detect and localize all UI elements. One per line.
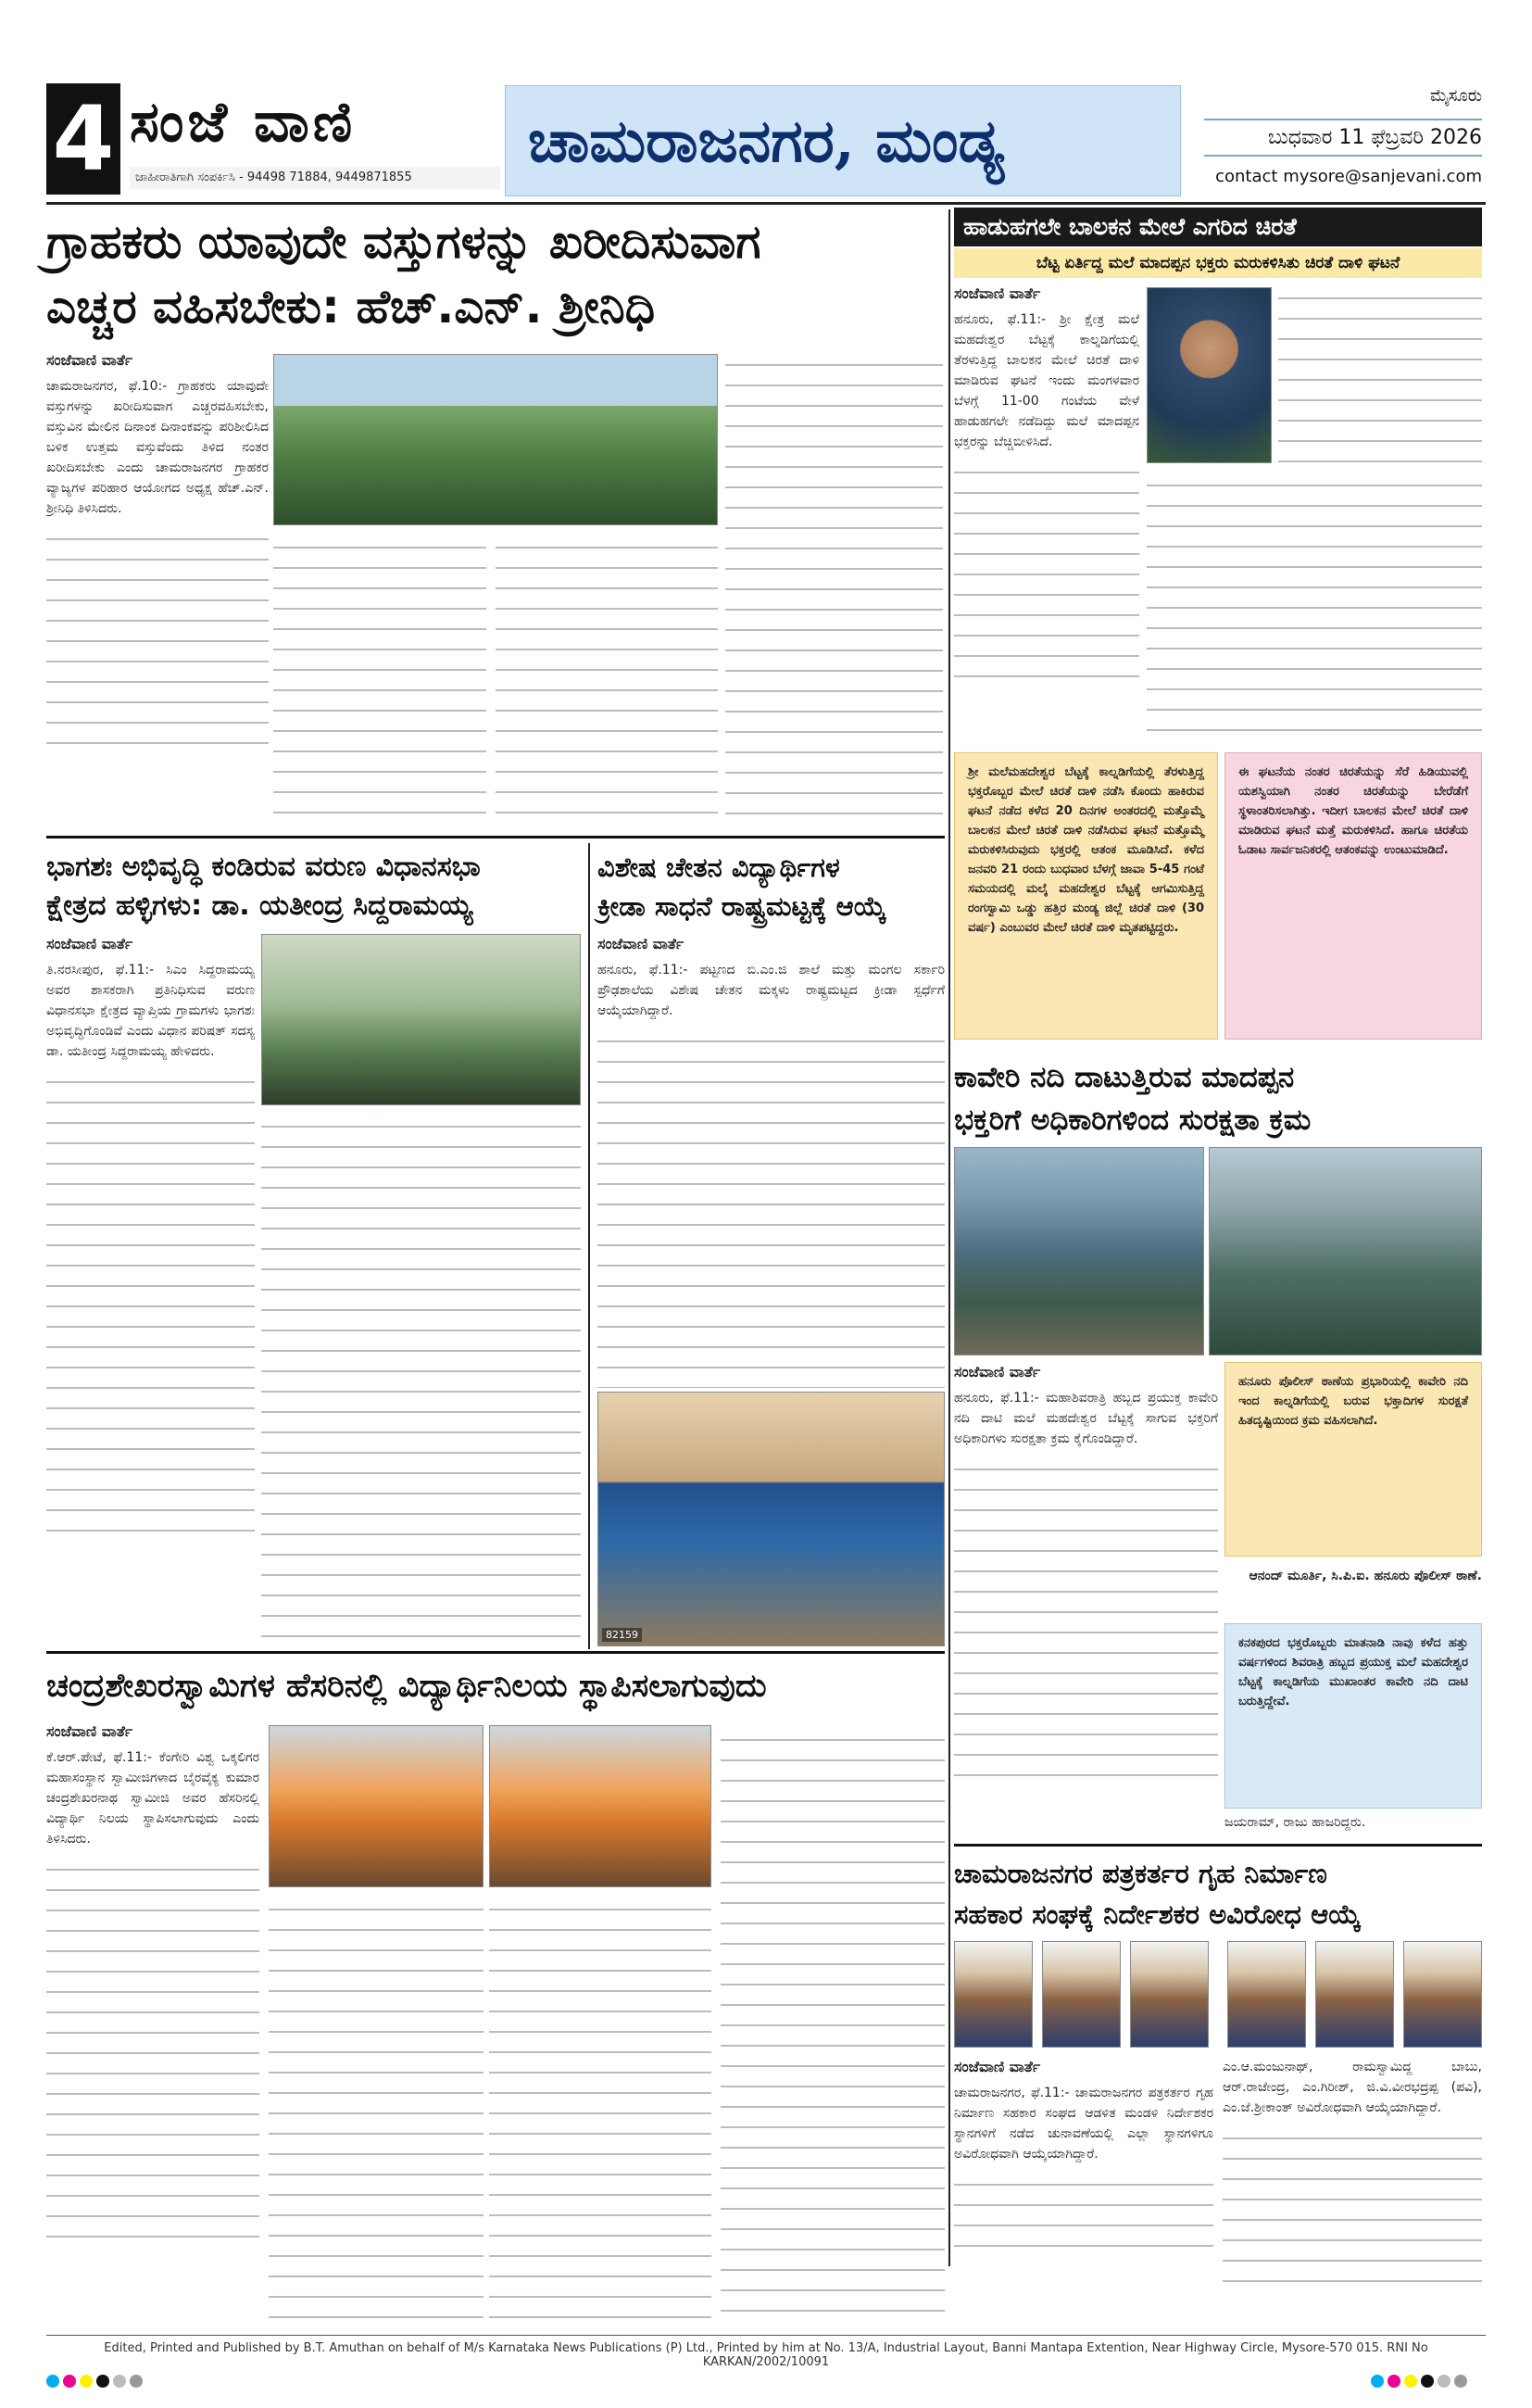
registration-marks-right xyxy=(1371,2374,1471,2391)
sports-credit: ಸಂಜೆವಾಣಿ ವಾರ್ತೆ xyxy=(597,935,684,952)
journalists-credit: ಸಂಜೆವಾಣಿ ವಾರ್ತೆ xyxy=(954,2058,1041,2075)
hostel-credit: ಸಂಜೆವಾಣಿ ವಾರ್ತೆ xyxy=(46,1722,133,1740)
column-rule-right xyxy=(948,209,950,2266)
cauvery-credit: ಸಂಜೆವಾಣಿ ವಾರ್ತೆ xyxy=(954,1363,1041,1381)
consumer-dateline: ಚಾಮರಾಜನಗರ, ಫೆ.10:- ಗ್ರಾಹಕರು ಯಾವುದೇ ವಸ್ತುಗಳನ್ನು ಖರೀದಿಸುವಾಗ ಎಚ್ಚರವಹಿಸಬೇಕು, ವಸ್ತುವಿನ ಮೇಲಿನ ದಿನಾಂಕ ದಿನಾಂಕವನ್ನು ಪರಿಶೀಲಿಸಿದ ಬಳಿಕ ಉತ್ತಮ ವಸ್ತುವೆಂದು ತಿಳಿದ ನಂತರ ಖರೀದಿಸಬೇಕು ಎಂದು ಚಾಮರಾಜನಗರ ಗ್ರಾಹಕರ ವ್ಯಾಜ್ಯಗಳ ಪರಿಹಾರ ಆಯೋಗದ ಅಧ್ಯಕ್ಷ ಹೆಚ್.ಎನ್. ಶ್ರೀನಿಧಿ ತಿಳಿಸಿದರು. xyxy=(46,379,269,516)
issue-date: ಬುಧವಾರ 11 ಫೆಬ್ರವರಿ 2026 xyxy=(1204,119,1482,157)
cauvery-blue-text: ಕನಕಪುರದ ಭಕ್ತರೊಬ್ಬರು ಮಾತನಾಡಿ ನಾವು ಕಳೆದ ಹತ್ತು ವರ್ಷಗಳಿಂದ ಶಿವರಾತ್ರಿ ಹಬ್ಬದ ಪ್ರಯುಕ್ತ ಮಲೆ ಮಹದೇಶ್ವರ ಬೆಟ್ಟಕ್ಕೆ ಕಾಲ್ನಡಿಗೆಯ ಮುಖಾಂತರ ಕಾವೇರಿ ನದಿ ದಾಟಿ ಬರುತ್ತಿದ್ದೇವೆ. xyxy=(1238,1636,1468,1708)
cauvery-yellow-text: ಹನೂರು ಪೊಲೀಸ್ ಠಾಣೆಯ ಪ್ರಭಾರಿಯಲ್ಲಿ ಕಾವೇರಿ ನದಿ ಇಂದ ಕಾಲ್ನಡಿಗೆಯಲ್ಲಿ ಬರುವ ಭಕ್ತಾದಿಗಳ ಸುರಕ್ಷತೆ ಹಿತದೃಷ್ಟಿಯಿಂದ ಕ್ರಮ ವಹಿಸಲಾಗಿದೆ. xyxy=(1238,1375,1468,1428)
leopard-subdeck: ಬೆಟ್ಟ ಏರ್ತಿದ್ದ ಮಲೆ ಮಾದಪ್ಪನ ಭಕ್ತರು ಮರುಕಳಿಸಿತು ಚಿರತೆ ದಾಳಿ ಘಟನೆ xyxy=(954,248,1482,278)
edition-label: ಮೈಸೂರು xyxy=(1430,86,1482,106)
hostel-col-3 xyxy=(489,1895,711,2321)
cauvery-headline-line2: ಭಕ್ತರಿಗೆ ಅಧಿಕಾರಿಗಳಿಂದ ಸುರಕ್ಷತಾ ಕ್ರಮ xyxy=(954,1103,1312,1137)
header-rule xyxy=(46,202,1486,205)
journalist-portrait-5 xyxy=(1315,1941,1394,2048)
journalist-portrait-3 xyxy=(1130,1941,1209,2048)
masthead-ad-contact: ಜಾಹೀರಾತಿಗಾಗಿ ಸಂಪರ್ಕಿಸಿ - 94498 71884, 9449871855 xyxy=(130,167,500,189)
leopard-credit: ಸಂಜೆವಾಣಿ ವಾರ್ತೆ xyxy=(954,284,1041,302)
hostel-photo-1 xyxy=(269,1725,483,1887)
contact-email: contact mysore@sanjevani.com xyxy=(1215,167,1482,186)
varuna-dateline: ತಿ.ನರಸೀಪುರ, ಫೆ.11:- ಸಿಎಂ ಸಿದ್ದರಾಮಯ್ಯ ಅವರ ಶಾಸಕರಾಗಿ ಪ್ರತಿನಿಧಿಸುವ ವರುಣ ವಿಧಾನಸಭಾ ಕ್ಷೇತ್ರದ ವ್ಯಾಪ್ತಿಯ ಗ್ರಾಮಗಳು ಭಾಗಶಃ ಅಭಿವೃದ್ಧಿಗೊಂಡಿವೆ ಎಂದು ವಿಧಾನ ಪರಿಷತ್ ಸದಸ್ಯ ಡಾ. ಯತೀಂದ್ರ ಸಿದ್ದರಾಮಯ್ಯ ಹೇಳಿದರು. xyxy=(46,963,255,1059)
hostel-headline: ಚಂದ್ರಶೇಖರಸ್ವಾಮಿಗಳ ಹೆಸರಿನಲ್ಲಿ ವಿದ್ಯಾರ್ಥಿನಿಲಯ ಸ್ಥಾಪಿಸಲಾಗುವುದು xyxy=(46,1668,767,1705)
leopard-text-fill xyxy=(954,458,1139,680)
consumer-col-3 xyxy=(496,533,718,829)
leopard-pink-text: ಈ ಘಟನೆಯ ನಂತರ ಚಿರತೆಯನ್ನು ಸೆರೆ ಹಿಡಿಯುವಲ್ಲಿ ಯಶಸ್ವಿಯಾಗಿ ನಂತರ ಚಿರತೆಯನ್ನು ಬೇರೆಡೆಗೆ ಸ್ಥಳಾಂತರಿಸಲಾಗಿತ್ತು. ಇದೀಗ ಬಾಲಕನ ಮೇಲೆ ಚಿರತೆ ದಾಳಿ ಮಾಡಿರುವ ಘಟನೆ ಮತ್ತೆ ಮರುಕಳಿಸಿದೆ. ಹಾಗೂ ಚಿರತೆಯ ಓಡಾಟ ಸಾರ್ವಜನಿಕರಲ್ಲಿ ಆತಂಕವನ್ನು ಉಂಟುಮಾಡಿದೆ. xyxy=(1238,765,1468,857)
cauvery-headline-line1: ಕಾವೇರಿ ನದಿ ದಾಟುತ್ತಿರುವ ಮಾದಪ್ಪನ xyxy=(954,1061,1295,1094)
consumer-headline xyxy=(46,209,945,339)
cauvery-yellow-box xyxy=(1224,1362,1482,1557)
page-number: 4 xyxy=(46,83,120,195)
hostel-dateline: ಕೆ.ಆರ್.ಪೇಟೆ, ಫೆ.11:- ಕೆಂಗೇರಿ ವಿಶ್ವ ಒಕ್ಕಲಿಗರ ಮಹಾಸಂಸ್ಥಾನ ಸ್ವಾಮೀಜಿಗಳಾದ ಬೈರವೈಕ್ಯ ಕುಮಾರ ಚಂದ್ರಶೇಖರನಾಥ ಸ್ವಾಮೀಜಿ ಅವರ ಹೆಸರಿನಲ್ಲಿ ವಿದ್ಯಾರ್ಥಿ ನಿಲಯ ಸ್ಥಾಪಿಸಲಾಗುವುದು ಎಂದು ತಿಳಿಸಿದರು. xyxy=(46,1750,259,1847)
journalists-col-1 xyxy=(954,2057,1213,2326)
journalists-dateline: ಚಾಮರಾಜನಗರ, ಫೆ.11:- ಚಾಮರಾಜನಗರ ಪತ್ರಕರ್ತರ ಗೃಹ ನಿರ್ಮಾಣ ಸಹಕಾರ ಸಂಘದ ಆಡಳಿತ ಮಂಡಳಿ ನಿರ್ದೇಶಕರ ಸ್ಥಾನಗಳಿಗೆ ನಡೆದ ಚುನಾವಣೆಯಲ್ಲಿ ಎಲ್ಲಾ ಸ್ಥಾನಗಳಿಗೂ ಅವಿರೋಧವಾಗಿ ಆಯ್ಕೆಯಾಗಿದ್ದಾರೆ. xyxy=(954,2086,1213,2162)
hostel-col-1 xyxy=(46,1721,259,2324)
varuna-col-2 xyxy=(261,1112,581,1647)
leopard-col-2-top xyxy=(1278,284,1482,469)
cauvery-col-1 xyxy=(954,1362,1218,1834)
journalist-portrait-2 xyxy=(1042,1941,1121,2048)
registration-marks-left xyxy=(46,2374,146,2391)
masthead xyxy=(130,85,500,169)
varuna-credit: ಸಂಜೆವಾಣಿ ವಾರ್ತೆ xyxy=(46,935,133,952)
consumer-headline-line1: ಗ್ರಾಹಕರು ಯಾವುದೇ ವಸ್ತುಗಳನ್ನು ಖರೀದಿಸುವಾಗ xyxy=(46,215,761,269)
cauvery-photo-2 xyxy=(1209,1147,1482,1355)
masthead-title: ಸಂಜೆ ವಾಣಿ xyxy=(130,90,357,155)
varuna-headline xyxy=(46,848,584,926)
journalists-col-2 xyxy=(1223,2057,1482,2326)
consumer-headline-line2: ಎಚ್ಚರ ವಹಿಸಬೇಕು: ಹೆಚ್.ಎನ್. ಶ್ರೀನಿಧಿ xyxy=(46,280,656,334)
cauvery-text-fill xyxy=(954,1455,1218,1788)
leopard-yellow-text: ಶ್ರೀ ಮಲೆಮಹದೇಶ್ವರ ಬೆಟ್ಟಕ್ಕೆ ಕಾಲ್ನಡಿಗೆಯಲ್ಲಿ ತೆರಳುತ್ತಿದ್ದ ಭಕ್ತರೊಬ್ಬರ ಮೇಲೆ ಚಿರತೆ ದಾಳಿ ನಡೆಸಿ ಕೊಂದು ಹಾಕಿರುವ ಘಟನೆ ನಡೆದ ಕಳೆದ 20 ದಿನಗಳ ಅಂತರದಲ್ಲಿ ಮತ್ತೊಮ್ಮೆ ಬಾಲಕನ ಮೇಲೆ ಚಿರತೆ ದಾಳಿ ನಡೆಸಿರುವ ಘಟನೆ ಮತ್ತೊಮ್ಮೆ ಮರುಕಳಿಸಿರುವುದು ಭಕ್ತರಲ್ಲಿ ಆತಂಕ ಮೂಡಿಸಿದೆ. ಕಳೆದ ಜನವರಿ 21 ರಂದು ಬುಧವಾರ ಬೆಳಗ್ಗೆ ಜಾವಾ 5-45 ಗಂಟೆ ಸಮಯದಲ್ಲಿ ಮಲೈ ಮಹದೇಶ್ವರ ಬೆಟ್ಟಕ್ಕೆ ಆಗಮಿಸುತ್ತಿದ್ದ ರಂಗಸ್ವಾಮಿ ಒಡ್ಡು ಹತ್ತಿರ ಮಂಡ್ಯ ಜಿಲ್ಲೆ ಚಿರತೆ ದಾಳಿ (30 ವರ್ಷ) ಎಂಬುವರ ಮೇಲೆ ಚಿರತೆ ದಾಳಿ ಮೃತಪಟ್ಟಿದ್ದರು. xyxy=(968,765,1204,935)
cauvery-dateline: ಹನೂರು, ಫೆ.11:- ಮಹಾಶಿವರಾತ್ರಿ ಹಬ್ಬದ ಪ್ರಯುಕ್ತ ಕಾವೇರಿ ನದಿ ದಾಟಿ ಮಲೆ ಮಹದೇಶ್ವರ ಬೆಟ್ಟಕ್ಕೆ ಸಾಗುವ ಭಕ್ತರಿಗೆ ಅಧಿಕಾರಿಗಳು ಸುರಕ್ಷತಾ ಕ್ರಮ ಕೈಗೊಂಡಿದ್ದಾರೆ. xyxy=(954,1391,1218,1446)
journalists-headline-line2: ಸಹಕಾರ ಸಂಘಕ್ಕೆ ನಿರ್ದೇಶಕರ ಅವಿರೋಧ ಆಯ್ಕೆ xyxy=(954,1898,1362,1930)
varuna-photo xyxy=(261,934,581,1105)
consumer-col-2 xyxy=(273,533,486,829)
sports-banner-number: 82159 xyxy=(602,1628,642,1642)
cauvery-headline xyxy=(954,1056,1482,1141)
journalists-headline xyxy=(954,1853,1482,1935)
leopard-yellow-box xyxy=(954,752,1218,1040)
consumer-col-4 xyxy=(725,350,943,832)
divider-right xyxy=(954,1844,1482,1847)
sports-col xyxy=(597,934,945,1388)
journalists-col-2-text: ಎಂ.ಆ.ಮಂಜುನಾಥ್, ರಾಮಸ್ವಾಮಿದ್ದ ಬಾಬು, ಆರ್.ರಾಜೇಂದ್ರ, ಎಂ.ಗಿರೀಶ್, ಜಿ.ವಿ.ವೀರಭದ್ರಪ್ಪ (ಪವಿ), ಎಂ.ಜೆ.ಶ್ರೀಕಾಂತ್ ಅವಿರೋಧವಾಗಿ ಆಯ್ಕೆಯಾಗಿದ್ದಾರೆ. xyxy=(1223,2060,1482,2115)
journalists-headline-line1: ಚಾಮರಾಜನಗರ ಪತ್ರಕರ್ತರ ಗೃಹ ನಿರ್ಮಾಣ xyxy=(954,1858,1327,1889)
leopard-dateline: ಹನೂರು, ಫೆ.11:- ಶ್ರೀ ಕ್ಷೇತ್ರ ಮಲೆ ಮಹದೇಶ್ವರ ಬೆಟ್ಟಕ್ಕೆ ಕಾಲ್ನಡಿಗೆಯಲ್ಲಿ ತೆರಳುತ್ತಿದ್ದ ಬಾಲಕನ ಮೇಲೆ ಚಿರತೆ ದಾಳಿ ಮಾಡಿರುವ ಘಟನೆ ಇಂದು ಮಂಗಳವಾರ ಬೆಳಗ್ಗೆ 11-00 ಗಂಟೆಯ ವೇಳೆ ಹಾಡುಹಗಲೇ ನಡೆದಿದ್ದು ಮಲೆ ಮಾದಪ್ಪನ ಭಕ್ತರನ್ನು ಬೆಚ್ಚಿಬೀಳಿಸಿದೆ. xyxy=(954,312,1139,449)
sports-text-fill xyxy=(597,1027,945,1388)
journalists-col-2-fill xyxy=(1223,2124,1482,2290)
leopard-col-1 xyxy=(954,284,1139,747)
varuna-col-1 xyxy=(46,934,255,1647)
divider-mid xyxy=(46,1651,945,1654)
sports-headline xyxy=(597,848,945,926)
consumer-credit: ಸಂಜೆವಾಣಿ ವಾರ್ತೆ xyxy=(46,351,133,369)
varuna-headline-line1: ಭಾಗಶಃ ಅಭಿವೃದ್ಧಿ ಕಂಡಿರುವ ವರುಣ ವಿಧಾನಸಭಾ xyxy=(46,851,481,883)
leopard-pink-box xyxy=(1224,752,1482,1040)
consumer-photo xyxy=(273,354,718,525)
varuna-text-fill xyxy=(46,1067,255,1549)
section-banner xyxy=(505,85,1181,196)
journalist-portrait-6 xyxy=(1403,1941,1482,2048)
leopard-headline: ಹಾಡುಹಗಲೇ ಬಾಲಕನ ಮೇಲೆ ಎಗರಿದ ಚಿರತೆ xyxy=(954,208,1482,246)
cauvery-closing: ಜಯರಾಮ್, ರಾಜು ಹಾಜರಿದ್ದರು. xyxy=(1224,1815,1366,1830)
cauvery-signoff: ಆನಂದ್ ಮೂರ್ತಿ, ಸಿ.ಪಿ.ಐ. ಹನೂರು ಪೊಲೀಸ್ ಠಾಣೆ. xyxy=(1249,1569,1482,1583)
journalists-text-fill xyxy=(954,2170,1213,2263)
hostel-col-4 xyxy=(721,1725,945,2321)
varuna-headline-line2: ಕ್ಷೇತ್ರದ ಹಳ್ಳಿಗಳು: ಡಾ. ಯತೀಂದ್ರ ಸಿದ್ದರಾಮಯ್ಯ xyxy=(46,889,473,922)
hostel-text-fill xyxy=(46,1855,259,2244)
sports-headline-line1: ವಿಶೇಷ ಚೇತನ ವಿದ್ಯಾರ್ಥಿಗಳ xyxy=(597,851,840,883)
section-title: ಚಾಮರಾಜನಗರ, ಮಂಡ್ಯ xyxy=(528,107,1005,176)
cauvery-photo-1 xyxy=(954,1147,1204,1355)
sports-photo xyxy=(597,1392,945,1646)
hostel-photo-2 xyxy=(489,1725,711,1887)
consumer-text-fill xyxy=(46,524,269,747)
imprint-line: Edited, Printed and Published by B.T. Amuthan on behalf of M/s Karnataka News Publications (P) Ltd., Printed by him at No. 13/A, Industrial Layout, Banni Mantapa Extention, Near Highway Circle, Mysore-570 015. RNI No KARKAN/2002/10091 xyxy=(46,2335,1486,2369)
journalist-portrait-4 xyxy=(1227,1941,1306,2048)
consumer-col-1 xyxy=(46,350,269,832)
divider-consumer xyxy=(46,836,945,838)
leopard-col-2 xyxy=(1147,471,1482,749)
journalist-portrait-1 xyxy=(954,1941,1033,2048)
cauvery-blue-box xyxy=(1224,1623,1482,1809)
leopard-boy-photo xyxy=(1147,287,1272,463)
sports-dateline: ಹನೂರು, ಫೆ.11:- ಪಟ್ಟಣದ ಬಿ.ಎಂ.ಜಿ ಶಾಲೆ ಮತ್ತು ಮಂಗಲ ಸರ್ಕಾರಿ ಪ್ರೌಢಶಾಲೆಯ ವಿಶೇಷ ಚೇತನ ಮಕ್ಕಳು ರಾಷ್ಟ್ರಮಟ್ಟದ ಕ್ರೀಡಾ ಸ್ಪರ್ಧೆಗೆ ಆಯ್ಕೆಯಾಗಿದ್ದಾರೆ. xyxy=(597,963,945,1018)
column-rule-mid xyxy=(588,843,590,1649)
hostel-col-2 xyxy=(269,1895,483,2321)
sports-headline-line2: ಕ್ರೀಡಾ ಸಾಧನೆ ರಾಷ್ಟ್ರಮಟ್ಟಕ್ಕೆ ಆಯ್ಕೆ xyxy=(597,890,886,922)
